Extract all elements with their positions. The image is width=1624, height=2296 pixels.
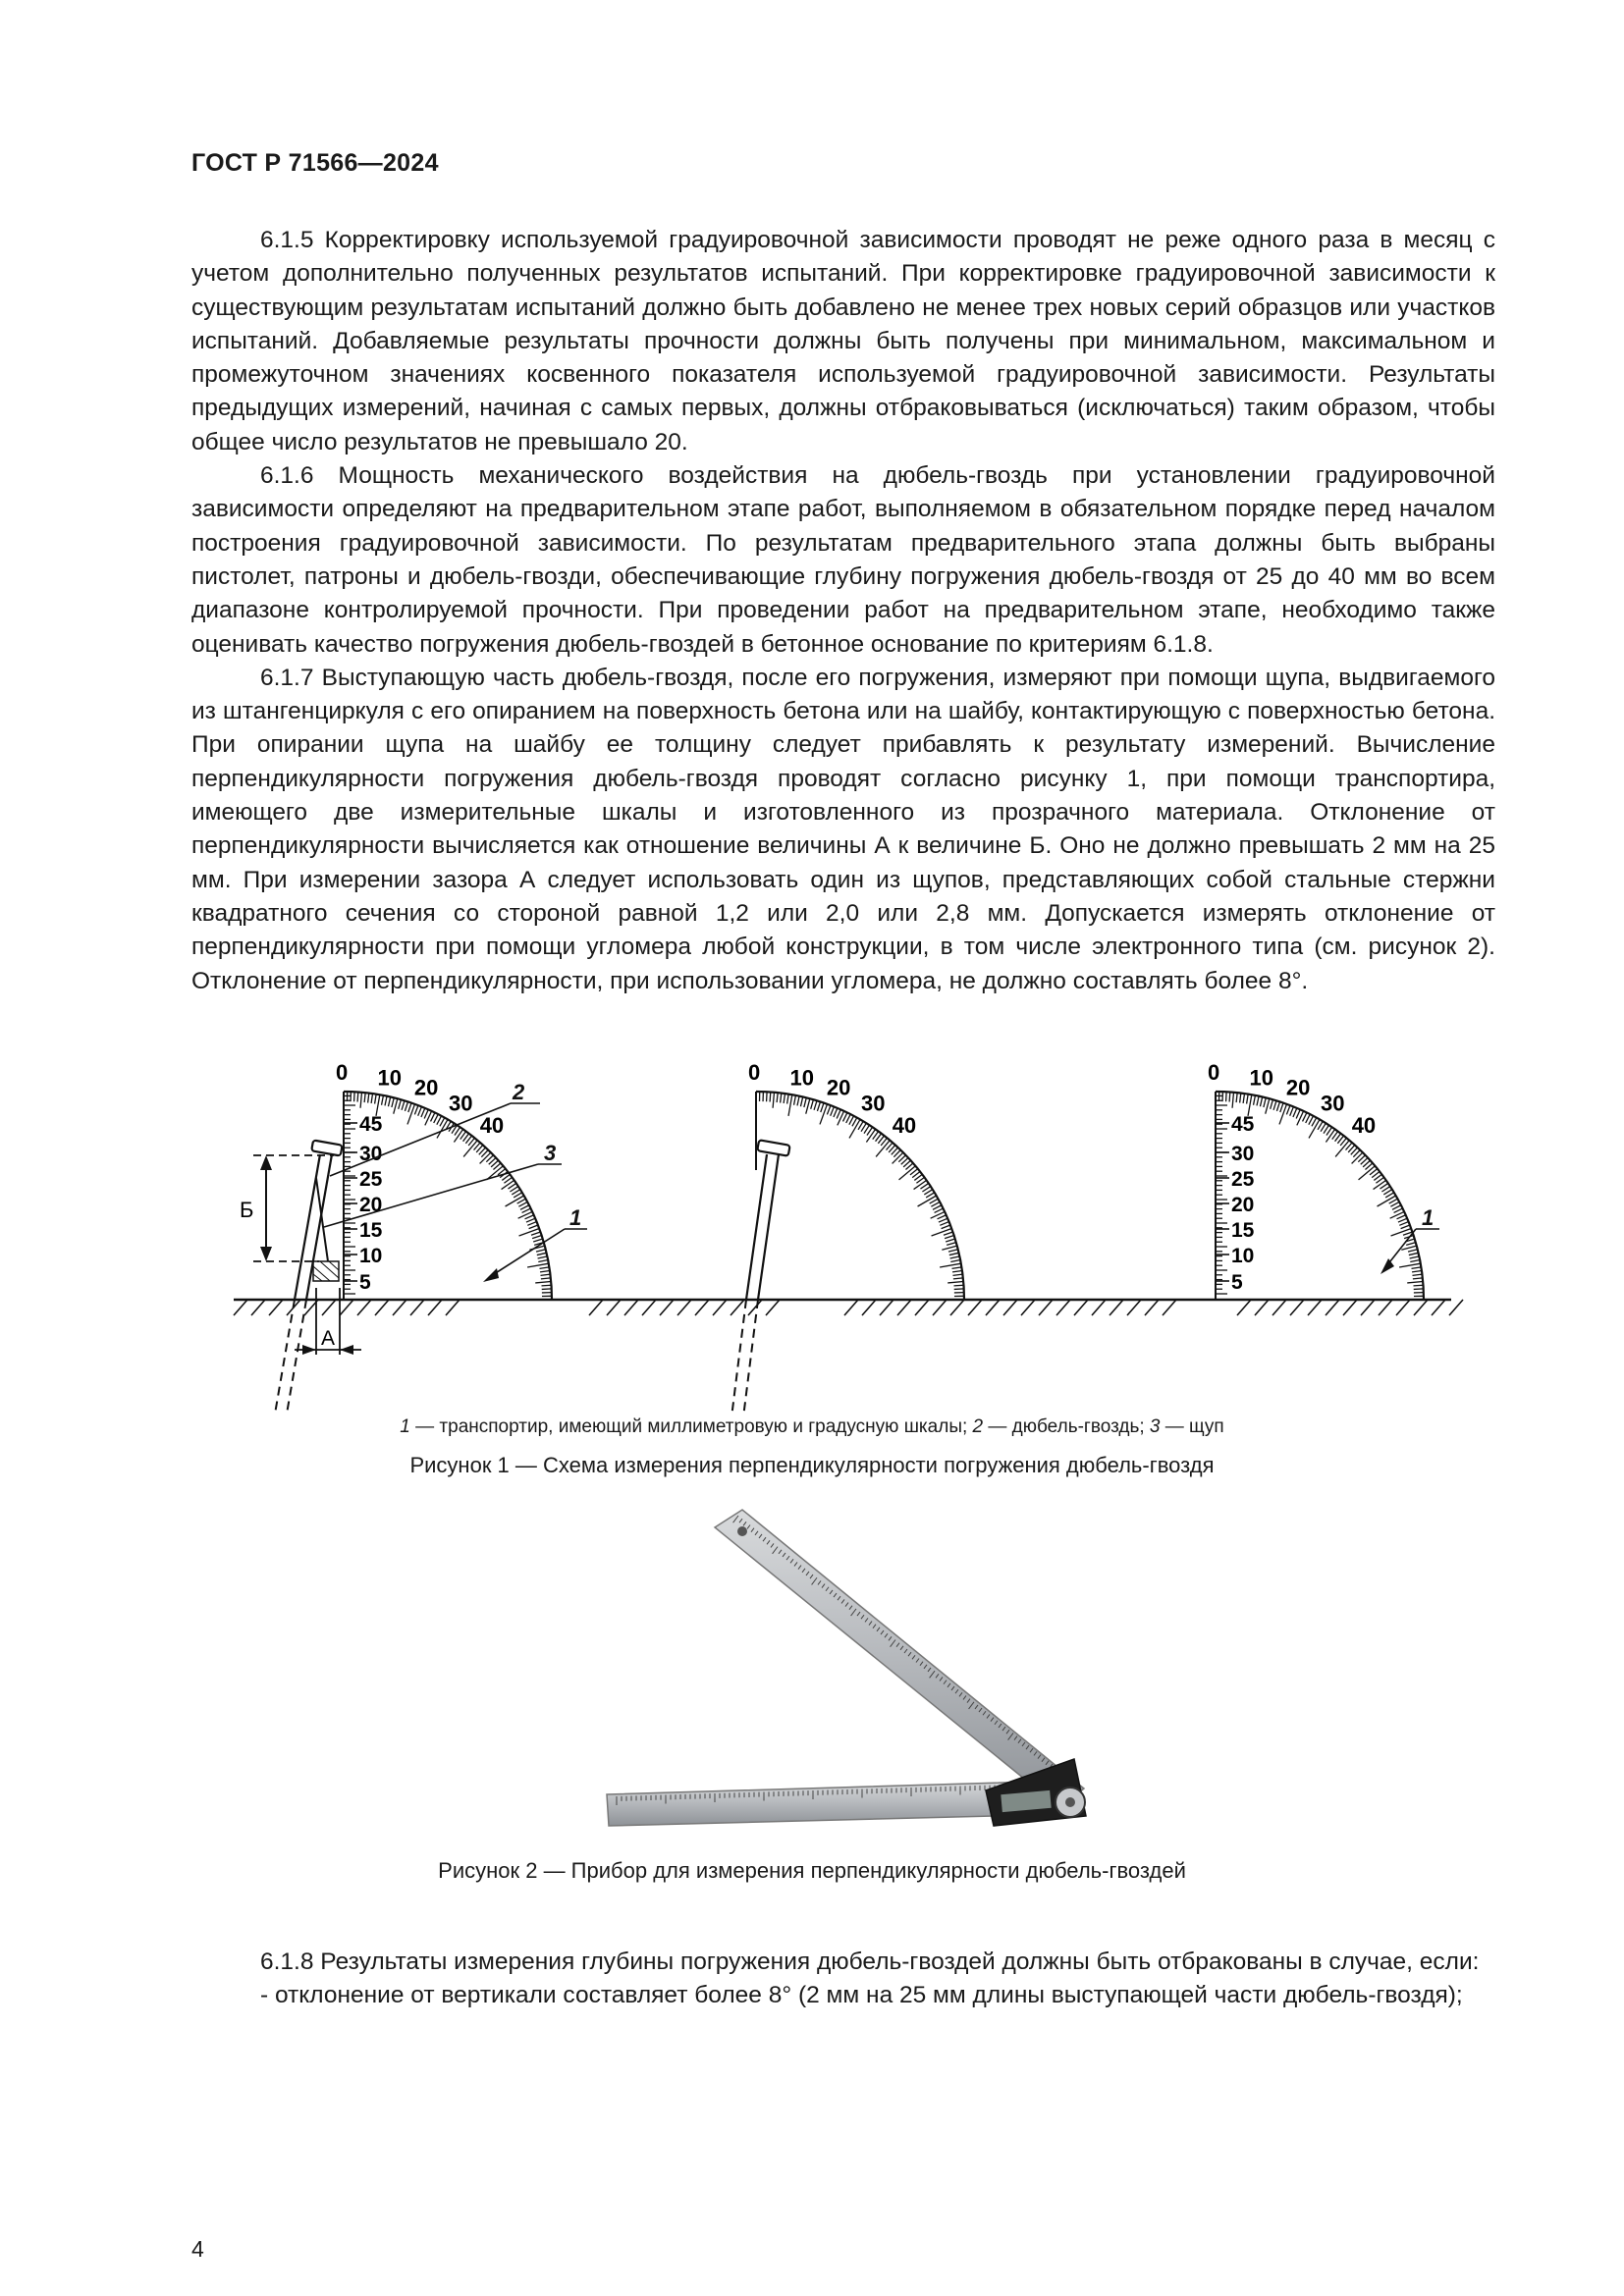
document-header: ГОСТ Р 71566—2024 [191,149,439,177]
mm-label: 25 [359,1168,383,1191]
degree-label: 40 [479,1112,505,1138]
figure-1-legend: 1 — транспортир, имеющий миллиметровую и градусную шкалы; 2 — дюбель-гвоздь; 3 — щуп [400,1416,1224,1437]
page-number: 4 [191,2236,204,2262]
figure-1-caption: Рисунок 1 — Схема измерения перпендикулярности погружения дюбель-гвоздя [409,1453,1215,1477]
mm-label: 5 [359,1271,371,1294]
degree-label: 30 [861,1091,886,1116]
figure-2 [0,1502,1624,1845]
mm-label: 10 [1231,1245,1255,1267]
mm-label: 30 [359,1143,383,1165]
mm-label: 15 [1231,1219,1255,1242]
mm-label: 10 [359,1245,383,1267]
degree-label: 30 [1321,1091,1345,1116]
mm-label: 25 [1231,1168,1255,1191]
section-6-1-8 [191,1946,1495,2013]
degree-label: 20 [826,1075,851,1100]
paragraph-6-1-8: 6.1.8 Результаты измерения глубины погружения дюбель-гвоздей должны быть отбракованы в случае, если: [260,1949,1480,1975]
degree-label: 40 [1351,1112,1377,1138]
dowel-nail-left [273,1140,343,1414]
callout-1-right: 1 [1422,1205,1435,1230]
degree-label: 40 [892,1112,917,1138]
degree-label: 20 [413,1075,439,1100]
callout-2: 2 [513,1080,525,1104]
mm-label: 15 [359,1219,383,1242]
hanging-hole [737,1526,747,1536]
degree-label: 0 [1208,1060,1220,1085]
angle-ruler-photo [0,1502,1624,1845]
paragraph-6-1-6: 6.1.6 Мощность механического воздействия на дюбель-гвоздь при установлении градуировочной зависимости определяют на предварительном этапе работ, выполняемом в обязательном порядке перед началом построения градуировочной зависимости. По результатам предварительного этапа должны быть выбраны пистолет, патроны и дюбель-гвозди, обеспечивающие глубину погружения дюбель-гвоздя от 25 до 40 мм во всем диапазоне контролируемой прочности. При проведении работ на предварительном этапе, необходимо также оценивать качество погружения дюбель-гвоздей в бетонное основание по критериям 6.1.8. [191,462,1495,658]
callout-3: 3 [544,1141,557,1165]
figure-2-caption: Рисунок 2 — Прибор для измерения перпендикулярности дюбель-гвоздей [438,1858,1186,1883]
label-a: А [321,1327,336,1350]
degree-label: 10 [377,1065,403,1091]
callout-1-left: 1 [569,1205,582,1230]
mm-label: 20 [1231,1194,1255,1216]
protractor-middle [748,1060,964,1300]
paragraph-6-1-5: 6.1.5 Корректировку используемой градуировочной зависимости проводят не реже одного раза в месяц с учетом дополнительно полученных результатов испытаний. При корректировке градуировочной зависимости к существующим результатам испытаний должно быть добавлено не менее трех новых серий образцов или участков испытаний. Добавляемые результаты прочности должны быть получены при минимальном, максимальном и промежуточном значениях косвенного показателя используемой градуировочной зависимости. Результаты предыдущих измерений, начиная с самых первых, должны отбраковываться (исключаться) таким образом, чтобы общее число результатов не превышало 20. [191,227,1495,455]
label-b: Б [240,1198,254,1222]
mm-label: 45 [359,1113,383,1136]
mm-label: 30 [1231,1143,1255,1165]
body-text [191,224,1495,998]
figure-1 [0,1060,1624,1414]
degree-label: 0 [336,1060,349,1085]
dimension-a [295,1288,361,1355]
list-item-deviation: - отклонение от вертикали составляет более 8° (2 мм на 25 мм длины выступающей части дюбель-гвоздя); [260,1982,1463,2009]
mm-label: 20 [359,1194,383,1216]
dowel-nail-middle [731,1140,790,1414]
ground-hatching [234,1300,1463,1315]
degree-label: 20 [1285,1075,1311,1100]
figure-1-diagram [0,1060,1624,1414]
inclined-ruler-arm [715,1510,1084,1808]
degree-label: 10 [789,1065,815,1091]
degree-label: 10 [1249,1065,1274,1091]
degree-label: 30 [449,1091,473,1116]
degree-label: 0 [748,1060,761,1085]
mm-label: 45 [1231,1113,1255,1136]
mm-label: 5 [1231,1271,1243,1294]
paragraph-6-1-7: 6.1.7 Выступающую часть дюбель-гвоздя, после его погружения, измеряют при помощи щупа, выдвигаемого из штангенциркуля с его опиранием на поверхность бетона или на шайбу, контактирующую с поверхностью бетона. При опирании щупа на шайбу ее толщину следует прибавлять к результату измерений. Вычисление перпендикулярности погружения дюбель-гвоздя проводят согласно рисунку 1, при помощи транспортира, имеющего две измерительные шкалы и изготовленного из прозрачного материала. Отклонение от перпендикулярности вычисляется как отношение величины А к величине Б. Оно не должно превышать 2 мм на 25 мм. При измерении зазора А следует использовать один из щупов, представляющих собой стальные стержни квадратного сечения со стороной равной 1,2 или 2,0 или 2,8 мм. Допускается измерять отклонение от перпендикулярности при помощи угломера любой конструкции, в том числе электронного типа (см. рисунок 2). Отклонение от перпендикулярности, при использовании угломера, не должно составлять более 8°. [191,664,1495,994]
